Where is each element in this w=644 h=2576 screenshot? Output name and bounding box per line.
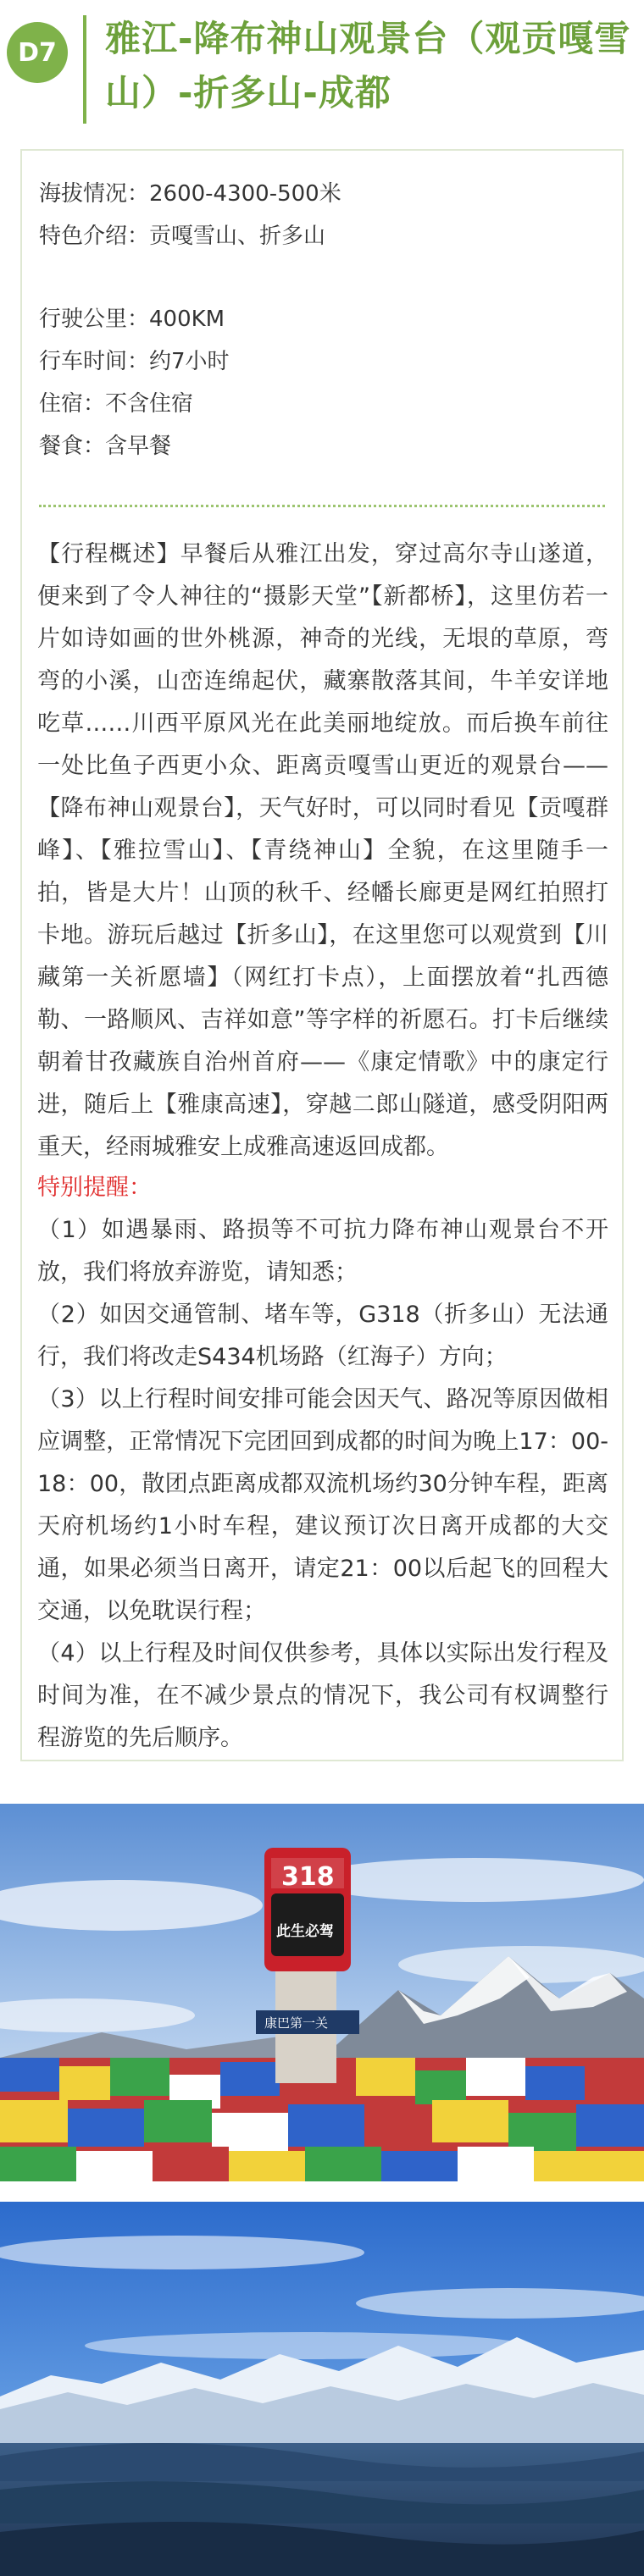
fact-distance: 行驶公里：400KM [39,307,225,332]
day-title: 雅江-降布神山观景台（观贡嘎雪山）-折多山-成都 [105,18,631,113]
dotted-divider [39,505,605,507]
zheduo-pass-image [0,1804,644,2181]
header-divider [83,15,86,124]
reminder-item: （3）以上行程时间安排可能会因天气、路况等原因做相应调整，正常情况下完团回到成都的时间为晚上17：00-18：00，散团点距离成都双流机场约30分钟车程，距离天府机场约1小时车程，建议预订次日离开成都的大交通，如果必须当日离开，请定21：00以后起飞的回程大交通，以免耽误行程； [37,1386,608,1624]
gongga-mountains-photo [0,2202,644,2576]
itinerary-info-box [20,149,624,1761]
fact-lodging: 住宿：不含住宿 [39,391,194,417]
reminders-title: 特别提醒： [37,1175,152,1201]
day-header [0,0,644,135]
reminder-item: （2）如因交通管制、堵车等，G318（折多山）无法通行，我们将改走S434机场路（红海子）方向； [37,1302,608,1370]
fact-features: 特色介绍：贡嘎雪山、折多山 [39,224,326,249]
board-text: 康巴第一关 [264,2015,329,2031]
special-reminders [37,1167,608,1760]
sign-number: 318 [281,1862,335,1892]
fact-altitude: 海拔情况：2600-4300-500米 [39,181,341,207]
fact-drive-time: 行车时间：约7小时 [39,349,230,374]
trip-facts [39,173,607,467]
fact-spacer [39,257,607,298]
day-badge: D7 [7,22,68,83]
itinerary-overview: 【行程概述】早餐后从雅江出发，穿过高尔寺山遂道，便来到了令人神往的“摄影天堂”【新都桥】，这里仿若一片如诗如画的世外桃源，神奇的光线，无垠的草原，弯弯的小溪，山峦连绵起伏，藏寨散落其间，牛羊安详地吃草……川西平原风光在此美丽地绽放。而后换车前往一处比鱼子西更小众、距离贡嘎雪山更近的观景台——【降布神山观景台】，天气好时，可以同时看见【贡嘎群峰】、【雅拉雪山】、【青绕神山】全貌，在这里随手一拍，皆是大片！山顶的秋千、经幡长廊更是网红拍照打卡地。游玩后越过【折多山】，在这里您可以观赏到【川藏第一关祈愿墙】（网红打卡点），上面摆放着“扎西德勒、一路顺风、吉祥如意”等字样的祈愿石。打卡后继续朝着甘孜藏族自治州首府——《康定情歌》中的康定行进，随后上【雅康高速】，穿越二郎山隧道，感受阴阳两重天，经雨城雅安上成雅高速返回成都。 [37,541,608,1160]
zheduo-pass-photo [0,1804,644,2181]
reminder-item: （1）如遇暴雨、路损等不可抗力降布神山观景台不开放，我们将放弃游览，请知悉； [37,1217,608,1285]
sign-subtitle: 此生必驾 [276,1923,334,1940]
fact-meals: 餐食：含早餐 [39,434,172,459]
reminder-item: （4）以上行程及时间仅供参考，具体以实际出发行程及时间为准，在不减少景点的情况下，我公司有权调整行程游览的先后顺序。 [37,1640,608,1751]
gongga-mountains-image [0,2202,644,2576]
